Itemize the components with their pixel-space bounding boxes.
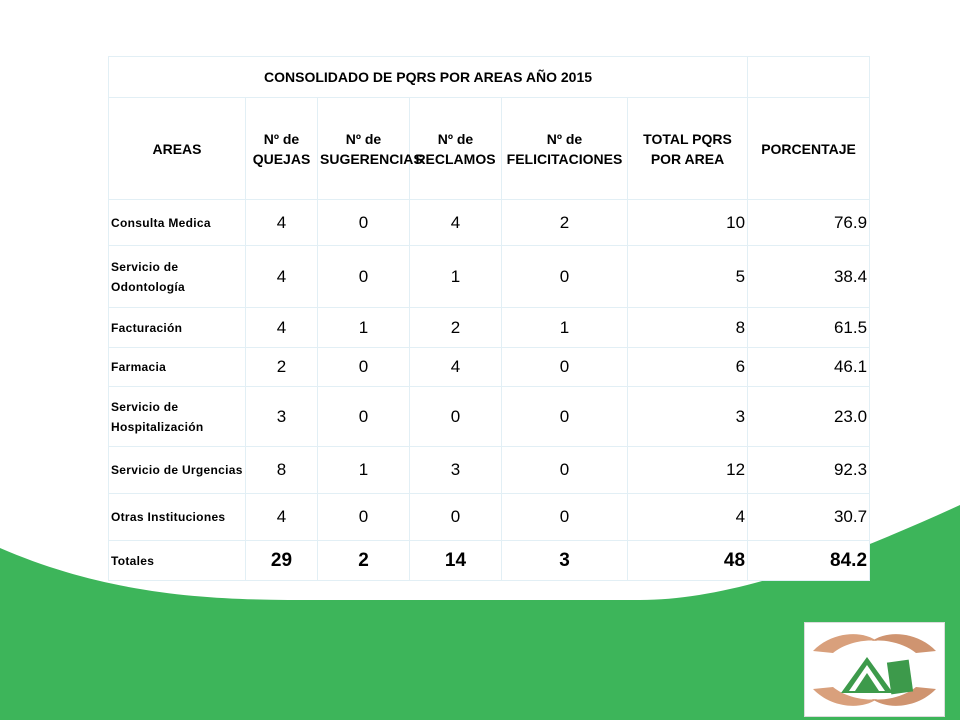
table-row [109, 200, 870, 246]
header-areas: AREAS [109, 98, 246, 200]
reclamos-value: 3 [410, 447, 502, 494]
header-quejas: Nº de QUEJAS [246, 98, 318, 200]
sugerencias-value: 0 [318, 494, 410, 541]
area-name: Servicio de Urgencias [109, 447, 246, 494]
reclamos-value: 2 [410, 308, 502, 348]
total-porcentaje: 84.2 [748, 541, 870, 581]
sugerencias-value: 1 [318, 447, 410, 494]
grand-total: 48 [628, 541, 748, 581]
felicitaciones-value: 0 [502, 447, 628, 494]
porcentaje-value: 30.7 [748, 494, 870, 541]
totals-row [109, 541, 870, 581]
felicitaciones-value: 0 [502, 494, 628, 541]
table-row [109, 308, 870, 348]
quejas-value: 3 [246, 387, 318, 447]
table-row [109, 447, 870, 494]
reclamos-value: 1 [410, 246, 502, 308]
porcentaje-value: 61.5 [748, 308, 870, 348]
table-row [109, 348, 870, 387]
header-total: TOTAL PQRS POR AREA [628, 98, 748, 200]
porcentaje-value: 76.9 [748, 200, 870, 246]
area-name: Consulta Medica [109, 200, 246, 246]
area-name: Servicio de Odontología [109, 246, 246, 308]
porcentaje-value: 46.1 [748, 348, 870, 387]
quejas-value: 4 [246, 200, 318, 246]
reclamos-value: 0 [410, 387, 502, 447]
quejas-value: 4 [246, 246, 318, 308]
total-value: 12 [628, 447, 748, 494]
felicitaciones-value: 0 [502, 348, 628, 387]
area-name: Otras Instituciones [109, 494, 246, 541]
sugerencias-value: 0 [318, 387, 410, 447]
area-name: Farmacia [109, 348, 246, 387]
felicitaciones-value: 0 [502, 246, 628, 308]
caring-hands-logo-icon [805, 623, 944, 716]
reclamos-value: 4 [410, 200, 502, 246]
header-sugerencias: Nº de SUGERENCIAS [318, 98, 410, 200]
total-value: 3 [628, 387, 748, 447]
table-row [109, 387, 870, 447]
reclamos-value: 0 [410, 494, 502, 541]
area-name: Servicio de Hospitalización [109, 387, 246, 447]
header-felicitaciones: Nº de FELICITACIONES [502, 98, 628, 200]
porcentaje-value: 92.3 [748, 447, 870, 494]
total-value: 10 [628, 200, 748, 246]
pqrs-consolidated-table [108, 56, 870, 581]
sugerencias-value: 1 [318, 308, 410, 348]
reclamos-value: 4 [410, 348, 502, 387]
sugerencias-value: 0 [318, 246, 410, 308]
felicitaciones-value: 2 [502, 200, 628, 246]
table-row [109, 494, 870, 541]
quejas-value: 8 [246, 447, 318, 494]
total-value: 5 [628, 246, 748, 308]
quejas-value: 4 [246, 308, 318, 348]
total-quejas: 29 [246, 541, 318, 581]
felicitaciones-value: 0 [502, 387, 628, 447]
sugerencias-value: 0 [318, 348, 410, 387]
quejas-value: 4 [246, 494, 318, 541]
total-value: 6 [628, 348, 748, 387]
total-value: 4 [628, 494, 748, 541]
sugerencias-value: 0 [318, 200, 410, 246]
total-felicitaciones: 3 [502, 541, 628, 581]
hospital-logo [804, 622, 945, 717]
quejas-value: 2 [246, 348, 318, 387]
porcentaje-value: 23.0 [748, 387, 870, 447]
totals-label: Totales [109, 541, 246, 581]
area-name: Facturación [109, 308, 246, 348]
header-reclamos: Nº de RECLAMOS [410, 98, 502, 200]
total-sugerencias: 2 [318, 541, 410, 581]
porcentaje-value: 38.4 [748, 246, 870, 308]
felicitaciones-value: 1 [502, 308, 628, 348]
table-title: CONSOLIDADO DE PQRS POR AREAS AÑO 2015 [109, 57, 748, 98]
empty-header-cell [748, 57, 870, 98]
header-porcentaje: PORCENTAJE [748, 98, 870, 200]
total-value: 8 [628, 308, 748, 348]
total-reclamos: 14 [410, 541, 502, 581]
table-row [109, 246, 870, 308]
